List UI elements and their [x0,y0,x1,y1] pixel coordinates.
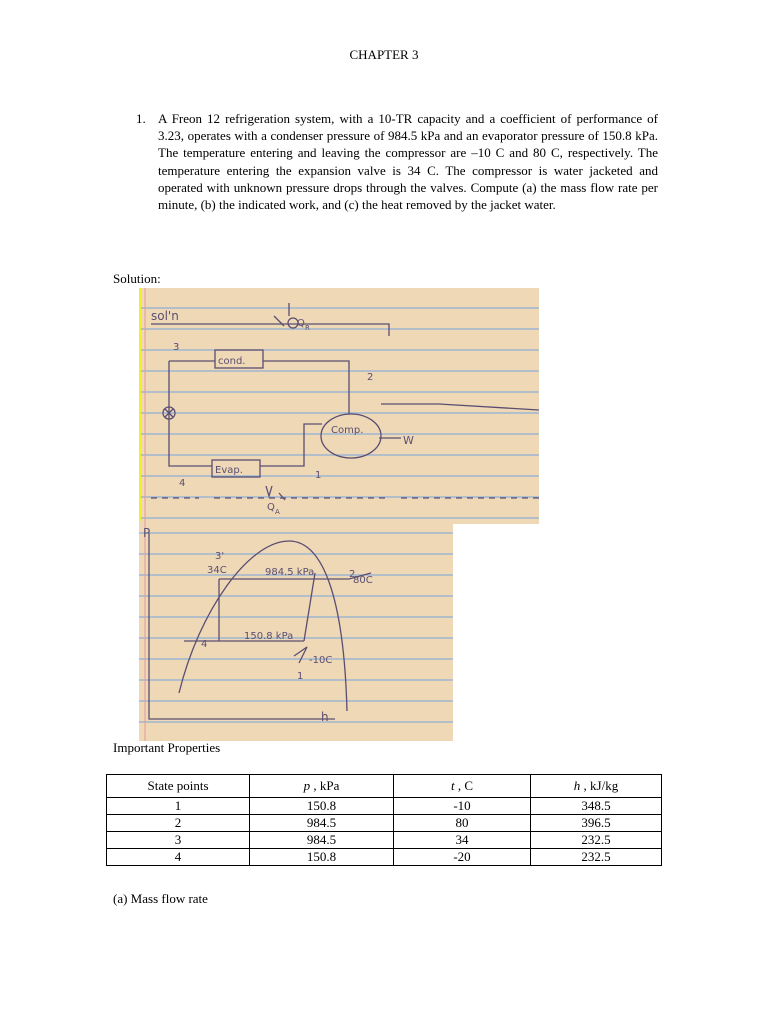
properties-title: Important Properties [113,740,221,755]
header-pressure: p , kPa [250,775,394,798]
sketch-heading: sol'n [151,309,179,323]
cell-pressure: 984.5 [250,832,394,849]
cell-state: 1 [107,798,250,815]
problem-statement [136,110,658,213]
sketch-point-4: 4 [179,478,186,489]
header-state-points: State points [107,775,250,798]
header-enthalpy: h , kJ/kg [531,775,662,798]
cell-state: 2 [107,815,250,832]
sketch-point-1: 1 [315,470,322,481]
sketch-p-high: 984.5 kPa [265,567,315,578]
sketch-p-low: 150.8 kPa [244,631,294,642]
part-a-label: (a) Mass flow rate [113,891,208,906]
cell-pressure: 150.8 [250,798,394,815]
problem-number: 1. [136,111,146,126]
properties-table [106,774,662,866]
table-row [107,798,662,815]
cycle-schematic-photo [139,288,539,524]
cell-temperature: -20 [394,849,531,866]
sketch-point-3: 3 [173,342,180,353]
cell-temperature: 80 [394,815,531,832]
sketch-temp-80: 80C [353,575,373,586]
sketch-temp-34: 34C [207,565,227,576]
sketch-h-axis: h [321,710,329,724]
cell-enthalpy: 348.5 [531,798,662,815]
cell-enthalpy: 396.5 [531,815,662,832]
header-temperature: t , C [394,775,531,798]
sketch-comp-label: Comp. [331,425,364,436]
cell-state: 3 [107,832,250,849]
chapter-title: CHAPTER 3 [349,47,419,62]
cell-temperature: 34 [394,832,531,849]
cell-temperature: -10 [394,798,531,815]
table-row [107,815,662,832]
cell-pressure: 150.8 [250,849,394,866]
sketch-point-3-prime: 3' [215,551,225,562]
sketch-temp-m10: -10C [309,655,333,666]
sketch-qa-sub: A [275,508,280,516]
sketch-cond-label: cond. [218,356,246,367]
table-header-row [107,775,662,798]
sketch-qr-sub: R [305,324,310,332]
cell-enthalpy: 232.5 [531,832,662,849]
cell-enthalpy: 232.5 [531,849,662,866]
sketch-qr-label: Q [297,318,305,329]
sketch-ph-point-2: 2 [349,569,356,580]
ph-diagram-photo [139,521,453,741]
cell-pressure: 984.5 [250,815,394,832]
sketch-qa-label: Q [267,502,275,513]
table-row [107,849,662,866]
sketch-point-2: 2 [367,372,374,383]
sketch-ph-point-1: 1 [297,671,304,682]
sketch-ph-point-4: 4 [201,639,208,650]
table-row [107,832,662,849]
cell-state: 4 [107,849,250,866]
sketch-work-label: W [403,434,414,447]
problem-text: A Freon 12 refrigeration system, with a 10-TR capacity and a coefficient of performance of 3.23, operates with a condenser pressure of 984.5 kPa and an evaporator pressure of 150.8 kPa. The temperature entering and leaving the compressor are –10 C and 80 C, respectively. The temperature entering the expansion valve is 34 C. The compressor is water jacketed and operated with unknown pressure drops through the valves. Compute (a) the mass flow rate per minute, (b) the indicated work, and (c) the heat removed by the jacket water. [158,111,658,213]
sketch-evap-label: Evap. [215,465,243,476]
sketch-p-axis: P [143,526,151,540]
solution-label: Solution: [113,271,161,286]
